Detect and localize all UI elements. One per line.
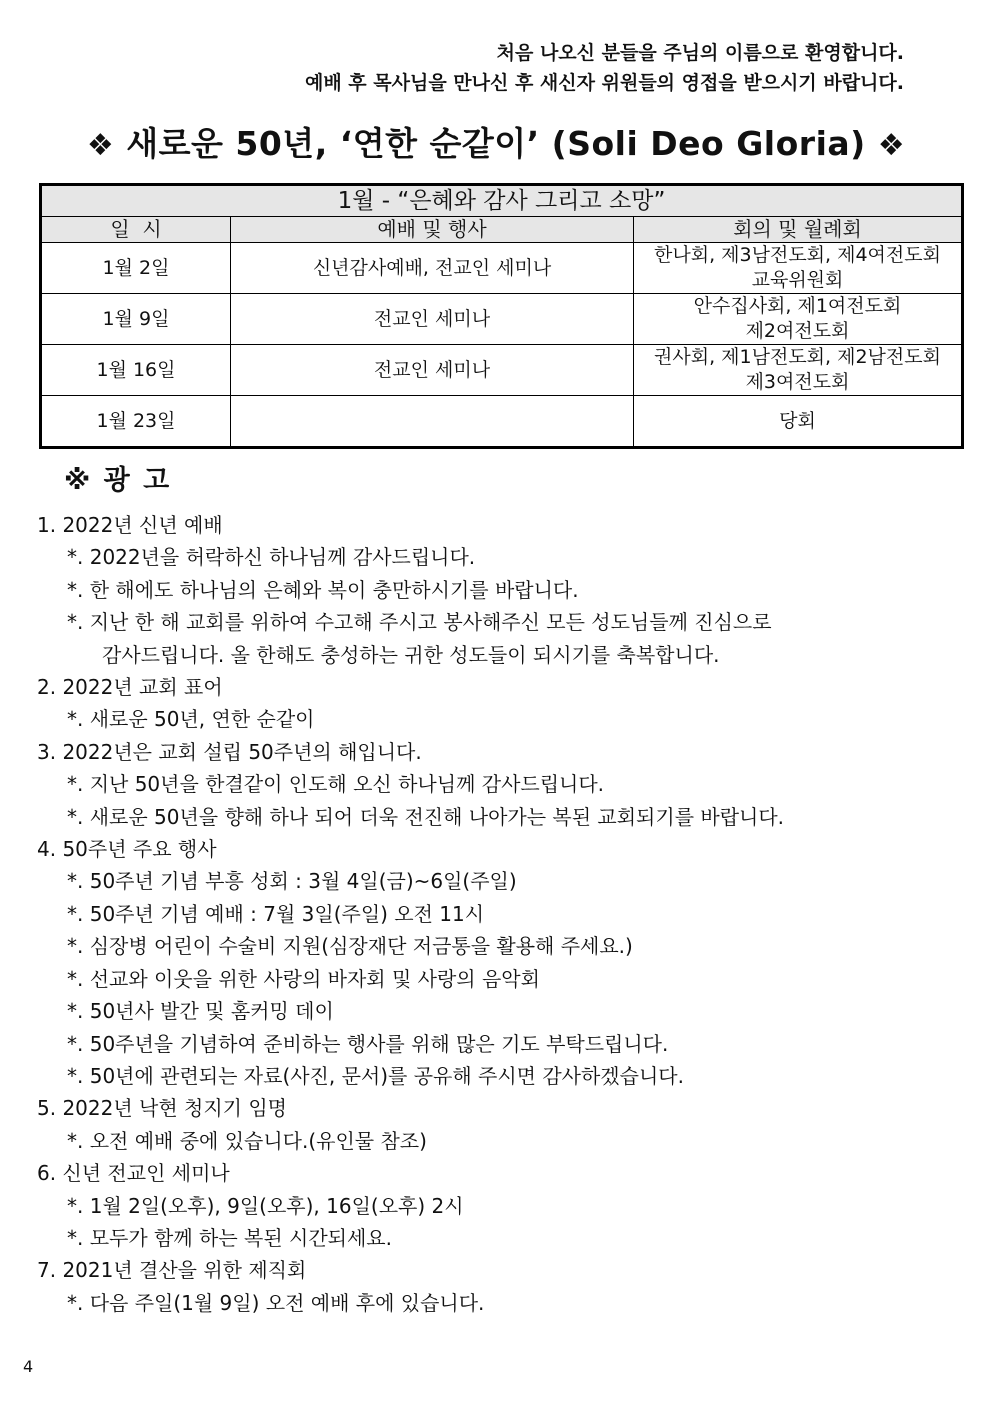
row-event: [231, 396, 634, 448]
notice-item: *. 오전 예배 중에 있습니다.(유인물 참조): [67, 1128, 427, 1153]
row-date: 1월 2일: [41, 243, 231, 294]
welcome-line-2: 예배 후 목사님을 만나신 후 새신자 위원들의 영접을 받으시기 바랍니다.: [304, 72, 904, 94]
row-meeting-line: 제2여전도회: [745, 320, 850, 342]
row-meeting-line: 교육위원회: [751, 269, 844, 291]
notice-item: *. 2022년을 허락하신 하나님께 감사드립니다.: [67, 545, 476, 570]
notice-item: *. 새로운 50년, 연한 순같이: [67, 707, 315, 732]
row-meeting: [634, 345, 963, 396]
table-row: [41, 294, 963, 345]
diamond-icon: ❖: [86, 128, 115, 163]
notice-item: *. 50주년을 기념하여 준비하는 행사를 위해 많은 기도 부탁드립니다.: [67, 1031, 669, 1056]
notice-item: *. 모두가 함께 하는 복된 시간되세요.: [67, 1225, 392, 1250]
row-meeting: [634, 396, 963, 448]
notice-item: *. 선교와 이웃을 위한 사랑의 바자회 및 사랑의 음악회: [67, 966, 540, 991]
notice-title: 2. 2022년 교회 표어: [37, 675, 223, 700]
table-row: [41, 345, 963, 396]
notice-title: 3. 2022년은 교회 설립 50주년의 해입니다.: [37, 739, 422, 764]
table-row: [41, 243, 963, 294]
notice-title: 4. 50주년 주요 행사: [37, 837, 217, 862]
page-title-text: 새로운 50년, ‘연한 순같이’ (Soli Deo Gloria): [126, 124, 866, 163]
notice-item: *. 지난 한 해 교회를 위하여 수고해 주시고 봉사해주신 모든 성도님들께 진심으로: [67, 610, 772, 635]
notice-item: *. 50주년 기념 예배 : 7월 3일(주일) 오전 11시: [67, 901, 485, 926]
header-meeting: 회의 및 월례회: [634, 217, 963, 243]
notice-item: *. 새로운 50년을 향해 하나 되어 더욱 전진해 나아가는 복된 교회되기를 바랍니다.: [67, 804, 785, 829]
row-meeting-line: 당회: [779, 409, 816, 432]
schedule-table: [39, 183, 964, 449]
notice-item: *. 1월 2일(오후), 9일(오후), 16일(오후) 2시: [67, 1193, 464, 1218]
row-meeting: [634, 243, 963, 294]
welcome-line-1: 처음 나오신 분들을 주님의 이름으로 환영합니다.: [496, 42, 904, 64]
welcome-message: [305, 38, 904, 98]
table-row: [41, 396, 963, 448]
diamond-icon: ❖: [877, 128, 906, 163]
notice-item: *. 한 해에도 하나님의 은혜와 복이 충만하시기를 바랍니다.: [67, 577, 579, 602]
row-date: 1월 23일: [41, 396, 231, 448]
announcement-list: [37, 509, 957, 1319]
notice-item: *. 50년사 발간 및 홈커밍 데이: [67, 999, 334, 1024]
row-event: 전교인 세미나: [231, 345, 634, 396]
month-title-row: [41, 185, 963, 217]
month-title: 1월 - “은혜와 감사 그리고 소망”: [41, 185, 963, 217]
notice-item: *. 50년에 관련되는 자료(사진, 문서)를 공유해 주시면 감사하겠습니다.: [67, 1063, 684, 1088]
notice-item: *. 50주년 기념 부흥 성회 : 3월 4일(금)~6일(주일): [67, 869, 517, 894]
notice-item: *. 지난 50년을 한결같이 인도해 오신 하나님께 감사드립니다.: [67, 772, 605, 797]
page-number: 4: [23, 1357, 34, 1376]
notice-item: *. 심장병 어린이 수술비 지원(심장재단 저금통을 활용해 주세요.): [67, 934, 633, 959]
table-header-row: [41, 217, 963, 243]
notice-item: *. 다음 주일(1월 9일) 오전 예배 후에 있습니다.: [67, 1290, 485, 1315]
row-meeting-line: 제3여전도회: [745, 371, 850, 393]
notice-title: 6. 신년 전교인 세미나: [37, 1161, 230, 1186]
header-date: 일 시: [41, 217, 231, 243]
row-date: 1월 16일: [41, 345, 231, 396]
page-title: [0, 118, 992, 165]
row-event: 전교인 세미나: [231, 294, 634, 345]
row-meeting-line: 한나회, 제3남전도회, 제4여전도회: [654, 244, 941, 266]
header-event: 예배 및 행사: [231, 217, 634, 243]
row-date: 1월 9일: [41, 294, 231, 345]
notice-title: 7. 2021년 결산을 위한 제직회: [37, 1258, 307, 1283]
row-event: 신년감사예배, 전교인 세미나: [231, 243, 634, 294]
notice-title: 1. 2022년 신년 예배: [37, 513, 223, 537]
row-meeting-line: 안수집사회, 제1여전도회: [693, 295, 902, 317]
row-meeting-line: 권사회, 제1남전도회, 제2남전도회: [654, 346, 941, 368]
notice-title: 5. 2022년 낙현 청지기 임명: [37, 1096, 287, 1121]
row-meeting: [634, 294, 963, 345]
notice-item-continuation: 감사드립니다. 올 한해도 충성하는 귀한 성도들이 되시기를 축복합니다.: [102, 642, 720, 667]
announcements-heading: ※ 광 고: [64, 465, 172, 496]
